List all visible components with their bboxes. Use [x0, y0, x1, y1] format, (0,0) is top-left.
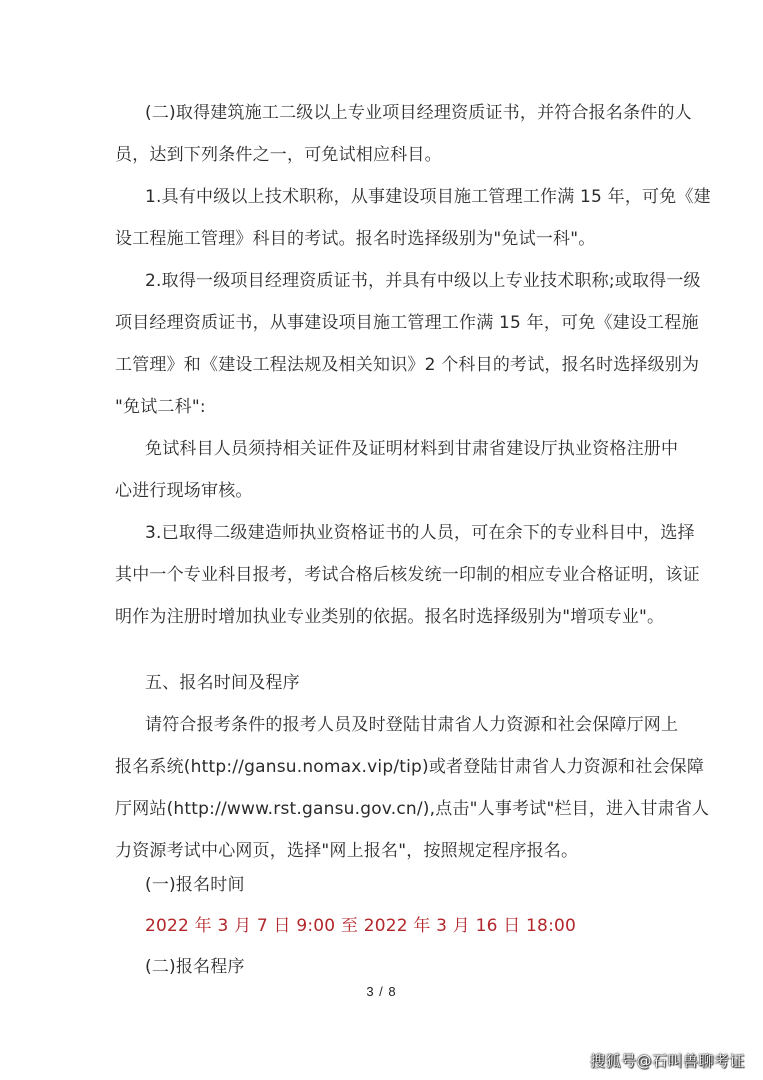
paragraph-line: 2.取得一级项目经理资质证书，并具有中级以上专业技术职称;或取得一级: [145, 271, 701, 291]
paragraph-line: 员，达到下列条件之一，可免试相应科目。: [115, 145, 442, 165]
subsection-heading: (二)报名程序: [145, 957, 245, 977]
paragraph-line: 其中一个专业科目报考，考试合格后核发统一印制的相应专业合格证明，该证: [115, 565, 700, 585]
paragraph-line: 明作为注册时增加执业专业类别的依据。报名时选择级别为"增项专业"。: [115, 607, 665, 627]
paragraph-line: 设工程施工管理》科目的考试。报名时选择级别为"免试一科"。: [115, 229, 596, 249]
paragraph-line: 3.已取得二级建造师执业资格证书的人员，可在余下的专业科目中，选择: [145, 523, 695, 543]
paragraph-line: 项目经理资质证书，从事建设项目施工管理工作满 15 年，可免《建设工程施: [115, 313, 699, 333]
paragraph-line: 报名系统(http://gansu.nomax.vip/tip)或者登陆甘肃省人力资源和社会保障: [115, 757, 705, 777]
watermark: 搜狐号@石叫兽聊考证: [589, 1052, 745, 1070]
paragraph-line: 心进行现场审核。: [115, 481, 253, 501]
page-number: 3 / 8: [366, 984, 397, 999]
paragraph-line: 力资源考试中心网页，选择"网上报名"，按照规定程序报名。: [115, 841, 579, 861]
section-heading: 五、报名时间及程序: [145, 673, 300, 693]
paragraph-line: 1.具有中级以上技术职称，从事建设项目施工管理工作满 15 年，可免《建: [145, 187, 711, 207]
paragraph-line: 免试科目人员须持相关证件及证明材料到甘肃省建设厅执业资格注册中: [145, 439, 679, 459]
paragraph-line: "免试二科":: [115, 397, 206, 417]
registration-date-range: 2022 年 3 月 7 日 9:00 至 2022 年 3 月 16 日 18:00: [145, 916, 577, 936]
paragraph-line: 请符合报考条件的报考人员及时登陆甘肃省人力资源和社会保障厅网上: [145, 715, 679, 735]
paragraph-line: 厅网站(http://www.rst.gansu.gov.cn/),点击"人事考试"栏目，进入甘肃省人: [115, 799, 710, 819]
subsection-heading: (一)报名时间: [145, 875, 245, 895]
paragraph-line: 工管理》和《建设工程法规及相关知识》2 个科目的考试，报名时选择级别为: [115, 355, 700, 375]
paragraph-line: (二)取得建筑施工二级以上专业项目经理资质证书，并符合报名条件的人: [145, 103, 692, 123]
